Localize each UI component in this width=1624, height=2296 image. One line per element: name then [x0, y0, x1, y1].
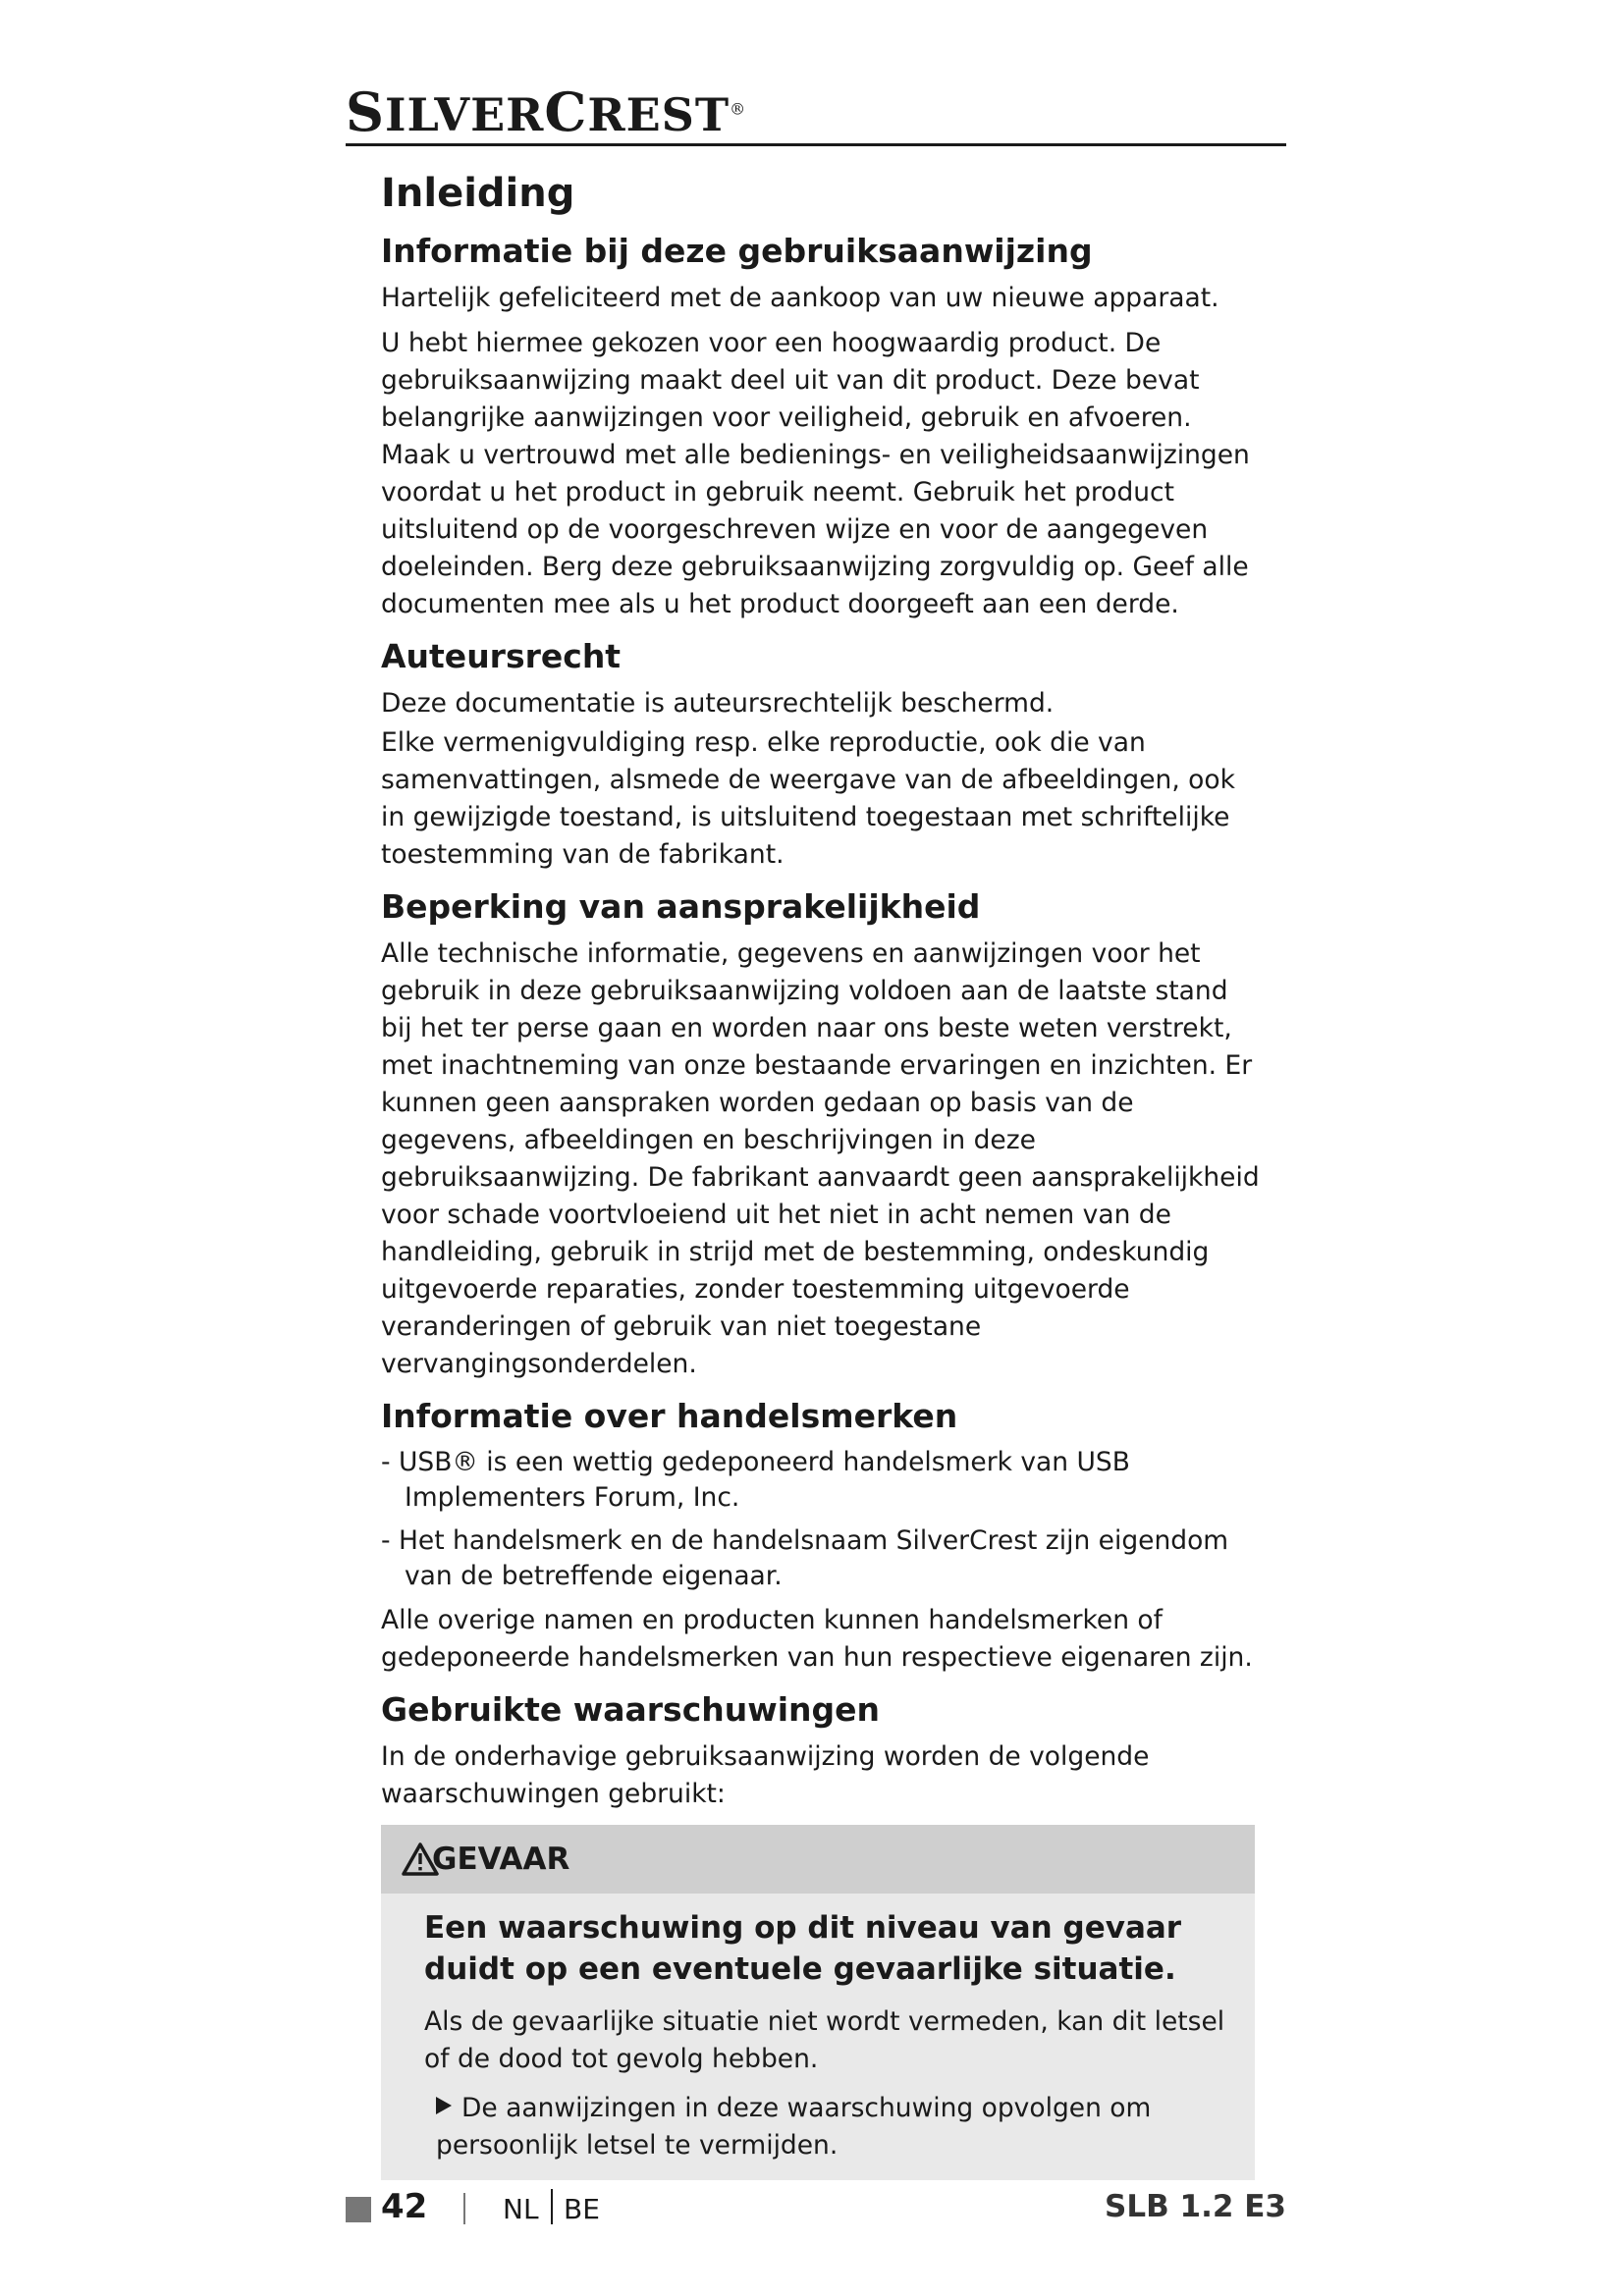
warning-box [381, 1825, 1255, 2180]
main-content [381, 167, 1265, 2180]
paragraph: U hebt hiermee gekozen voor een hoogwaardig product. De gebruiksaanwijzing maakt deel uit van dit product. Deze bevat belangrijke aanwijzingen voor veiligheid, gebruik en afvoeren. Maak u vertrouwd met alle bedienings- en veiligheidsaanwijzingen voordat u het product in gebruik neemt. Gebruik het product uitsluitend op de voorgeschreven wijze en voor de aangegeven doeleinden. Berg deze gebruiksaanwijzing zorgvuldig op. Geef alle documenten mee als u het product doorgeeft aan een derde. [381, 328, 1250, 619]
logo-text: ILVER [385, 88, 545, 141]
page-footer [346, 2187, 1286, 2226]
section-heading: Gebruikte waarschuwingen [381, 1690, 881, 1729]
warning-action [424, 2090, 1225, 2164]
warning-body [381, 1894, 1255, 2180]
page-number: 42 [381, 2187, 428, 2226]
brand-logo [346, 80, 746, 143]
warning-action-text: De aanwijzingen in deze waarschuwing opvolgen om persoonlijk letsel te vermijden. [436, 2093, 1152, 2161]
warning-header [381, 1825, 1255, 1894]
paragraph: Alle technische informatie, gegevens en aanwijzingen voor het gebruik in deze gebruiksaanwijzing voldoen aan de laatste stand bij het ter perse gaan en worden naar ons beste weten verstrekt, met inachtneming van onze bestaande ervaringen en inzichten. Er kunnen geen aanspraken worden gedaan op basis van de gegevens, afbeeldingen en beschrijvingen in deze gebruiksaanwijzing. De fabrikant aanvaardt geen aansprakelijkheid voor schade voortvloeiend uit het niet in acht nemen van de handleiding, gebruik in strijd met de bestemming, ondeskundig uitgevoerde reparaties, zonder toestemming uitgevoerde veranderingen of gebruik van niet toegestane vervangingsonderdelen. [381, 938, 1260, 1379]
model-number: SLB 1.2 E3 [1105, 2189, 1286, 2224]
page-marker-square [346, 2197, 371, 2222]
section-heading: Informatie bij deze gebruiksaanwijzing [381, 232, 1093, 270]
list-item: - USB® is een wettig gedeponeerd handelsmerk van USB Implementers Forum, Inc. [381, 1447, 1130, 1513]
arrow-right-icon [436, 2097, 452, 2114]
footer-divider [463, 2193, 465, 2224]
logo-text: REST [587, 88, 731, 141]
paragraph: Alle overige namen en producten kunnen handelsmerken of gedeponeerde handelsmerken van hun respectieve eigenaren zijn. [381, 1605, 1253, 1673]
paragraph: Hartelijk gefeliciteerd met de aankoop van uw nieuwe apparaat. [381, 283, 1219, 313]
paragraph: Deze documentatie is auteursrechtelijk beschermd. [381, 688, 1055, 719]
list-item: - Het handelsmerk en de handelsnaam SilverCrest zijn eigendom van de betreffende eigenaar. [381, 1525, 1229, 1591]
registered-mark: ® [730, 99, 747, 119]
section-heading: Informatie over handelsmerken [381, 1397, 958, 1435]
warning-label: GEVAAR [432, 1842, 570, 1877]
page-title: Inleiding [381, 171, 575, 216]
paragraph: In de onderhavige gebruiksaanwijzing worden de volgende waarschuwingen gebruikt: [381, 1741, 1150, 1809]
header-divider [346, 143, 1286, 146]
logo-letter: S [346, 80, 385, 143]
language-divider [551, 2189, 553, 2224]
section-heading: Beperking van aansprakelijkheid [381, 887, 981, 926]
language-code: BE [564, 2193, 600, 2225]
paragraph: Elke vermenigvuldiging resp. elke reproductie, ook die van samenvattingen, alsmede de weergave van de afbeeldingen, ook in gewijzigde toestand, is uitsluitend toegestaan met schriftelijke toestemming van de fabrikant. [381, 727, 1235, 870]
section-heading: Auteursrecht [381, 637, 622, 675]
language-code: NL [503, 2193, 539, 2225]
warning-statement: Een waarschuwing op dit niveau van gevaar duidt op een eventuele gevaarlijke situatie. [424, 1910, 1182, 1987]
logo-letter: C [544, 80, 588, 143]
warning-text: Als de gevaarlijke situatie niet wordt vermeden, kan dit letsel of de dood tot gevolg hebben. [424, 2006, 1225, 2074]
